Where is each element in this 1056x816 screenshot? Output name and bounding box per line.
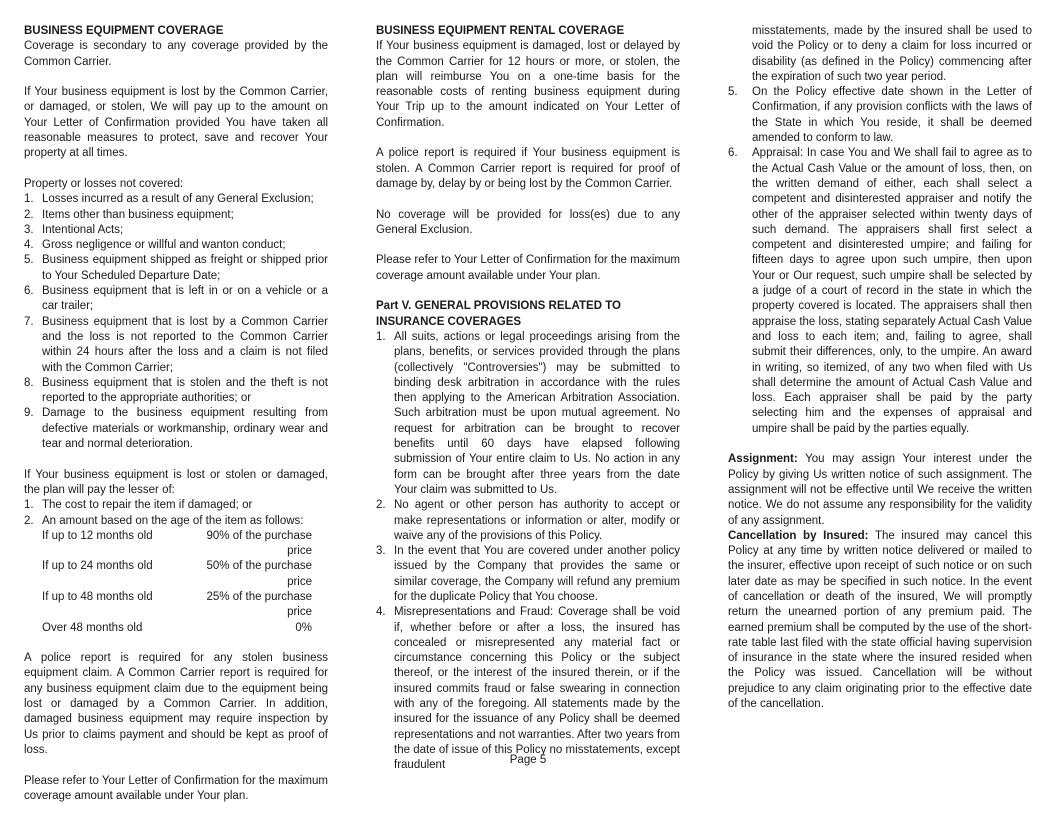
part-heading: Part V. GENERAL PROVISIONS RELATED TO INSURANCE COVERAGES	[376, 300, 621, 328]
paragraph: Property or losses not covered:	[24, 177, 184, 190]
table-row: If up to 24 months old 50% of the purchase price	[42, 560, 312, 588]
list-item: 9. Damage to the business equipment resulting from defective materials or workmanship, ordinary wear and tear and normal deterioration.	[24, 407, 328, 451]
provisions-list	[376, 330, 680, 774]
paragraph: Coverage is secondary to any coverage provided by the Common Carrier.	[24, 40, 328, 68]
lesser-list	[24, 498, 328, 529]
list-item: 1. The cost to repair the item if damaged; or	[24, 499, 253, 512]
paragraph: A police report is required for any stolen business equipment claim. A Common Carrier report is required for any business equipment claim due to the equipment being lost or damaged by a Common Carrier. In addition, damaged business equipment may require inspection by Us prior to claims payment and should be kept as proof of loss.	[24, 652, 328, 756]
assignment-label: Assignment:	[728, 453, 798, 466]
depreciation-table	[24, 529, 328, 636]
list-item: 5. On the Policy effective date shown in the Letter of Confirmation, if any provision conflicts with the laws of the State in which You reside, it shall be deemed amended to conform to law.	[728, 86, 1032, 145]
section-heading: BUSINESS EQUIPMENT RENTAL COVERAGE	[376, 25, 625, 37]
paragraph: Please refer to Your Letter of Confirmation for the maximum coverage amount available under Your plan.	[24, 774, 328, 802]
paragraph: Please refer to Your Letter of Confirmation for the maximum coverage amount available under Your plan.	[376, 254, 680, 282]
paragraph: If Your business equipment is lost by the Common Carrier, or damaged, or stolen, We will pay up to the amount on Your Letter of Confirmation provided You have taken all reasonable measures to protect, save and recover Your property at all times.	[24, 86, 328, 160]
paragraph: If Your business equipment is damaged, lost or delayed by the Common Carrier for 12 hours or more, or stolen, the plan will reimburse You on a one-time basis for the reasonable costs of renting business equipment during Your Trip up to the amount indicated on Your Letter of Confirmation.	[376, 40, 680, 129]
column-3	[728, 24, 1032, 712]
list-item: 6. Appraisal: In case You and We shall fail to agree as to the Actual Cash Value or the amount of loss, then, on the written demand of either, each shall select a competent and disinterested appraiser and notify the other of the appraiser selected within twenty days of such demand. The appraisers shall first select a competent and disinterested umpire; and failing for fifteen days to agree upon such umpire, then upon Your or Our request, such umpire shall be selected by a judge of a court of record in the state in which the property covered is located. The appraisers shall then appraise the loss, stating separately Actual Cash Value and loss to each item; and, failing to agree, shall submit their differences, only, to the umpire. An award in writing, so itemized, of any two when filed with Us shall determine the amount of Actual Cash Value and loss. Each appraiser shall be paid by the party selecting him and the expenses of appraisal and umpire shall be paid by the parties equally.	[728, 147, 1032, 435]
list-item: 3. In the event that You are covered under another policy issued by the Company that provides the same or similar coverage, the Company will refund any premium for the duplicate Policy that You choose.	[376, 545, 680, 603]
column-2	[376, 24, 680, 774]
list-item: 1. Losses incurred as a result of any General Exclusion;	[24, 193, 314, 206]
provisions-list-continued	[728, 85, 1032, 437]
cancellation-label: Cancellation by Insured:	[728, 529, 869, 542]
list-item: 5. Business equipment shipped as freight or shipped prior to Your Scheduled Departure Date;	[24, 254, 328, 282]
section-heading: BUSINESS EQUIPMENT COVERAGE	[24, 25, 224, 37]
list-item: 1. All suits, actions or legal proceedings arising from the plans, benefits, or services provided through the plans (collectively "Controversies") may be submitted to binding desk arbitration in accordance with the rules then applying to the American Arbitration Association. Such arbitration must be upon mutual agreement. No request for arbitration can be brought to recover benefits until 60 days have elapsed following submission of Your entire claim to Us. No action in any form can be brought after three years from the date Your claim was submitted to Us.	[376, 330, 680, 496]
paragraph: If Your business equipment is lost or stolen or damaged, the plan will pay the lesser of:	[24, 468, 328, 496]
list-item: 4. Gross negligence or willful and wanton conduct;	[24, 239, 286, 252]
page-number: Page 5	[509, 754, 547, 766]
list-item: 2. An amount based on the age of the item as follows:	[24, 514, 304, 527]
list-item: 4. Misrepresentations and Fraud: Coverage shall be void if, whether before or after a loss, the insured has concealed or misrepresented any material fact or circumstance concerning this Policy or the subject thereof, or the interest of the insured therein, or if the insured commits fraud or false swearing in connection with any of the foregoing. All statements made by the insured for the issuance of any Policy shall be deemed representations and not warranties. After two years from the date of issue of this Policy no misstatements, except fraudulent	[376, 606, 680, 772]
list-item: 2. Items other than business equipment;	[24, 208, 234, 221]
list-item: 8. Business equipment that is stolen and the theft is not reported to the appropriate authorities; or	[24, 376, 328, 405]
continued-text: misstatements, made by the insured shall be used to void the Policy or to deny a claim for loss incurred or disability (as defined in the Policy) commencing after the expiration of such two year period.	[752, 25, 1032, 83]
table-row: Over 48 months old 0%	[42, 621, 312, 634]
list-item: 2. No agent or other person has authority to accept or make representations or information or alter, modify or waive any of the provisions of this Policy.	[376, 499, 680, 542]
cancellation-paragraph: Cancellation by Insured: The insured may cancel this Policy at any time by written notice delivered or mailed to the insurer, effective upon receipt of such notice or on such later date as may be specified in such notice. In the event of cancellation or death of the insured, We will promptly return the unearned portion of any premium paid. The earned premium shall be computed by the use of the short-rate table last filed with the state official having supervision of insurance in the state where the insured resided when the Policy was issued. Cancellation will be without prejudice to any claim originating prior to the effective date of the cancellation.	[728, 529, 1032, 711]
paragraph: A police report is required if Your business equipment is stolen. A Common Carrier report is required for proof of damage by, delay by or being lost by the Common Carrier.	[376, 147, 680, 190]
table-row: If up to 12 months old 90% of the purchase price	[42, 529, 312, 558]
list-item: 6. Business equipment that is left in or on a vehicle or a car trailer;	[24, 285, 328, 313]
paragraph: No coverage will be provided for loss(es) due to any General Exclusion.	[376, 208, 680, 236]
not-covered-list	[24, 192, 328, 452]
list-item: 7. Business equipment that is lost by a Common Carrier and the loss is not reported to the Common Carrier within 24 hours after the loss and a claim is not filed with the Common Carrier;	[24, 315, 328, 374]
column-1	[24, 24, 328, 804]
assignment-paragraph: Assignment: You may assign Your interest under the Policy by giving Us written notice of such assignment. The assignment will not be effective until We receive the written notice. We do not assume any responsibility for the validity of any assignment.	[728, 453, 1032, 527]
list-item: 3. Intentional Acts;	[24, 223, 124, 236]
table-row: If up to 48 months old 25% of the purchase price	[42, 590, 312, 619]
